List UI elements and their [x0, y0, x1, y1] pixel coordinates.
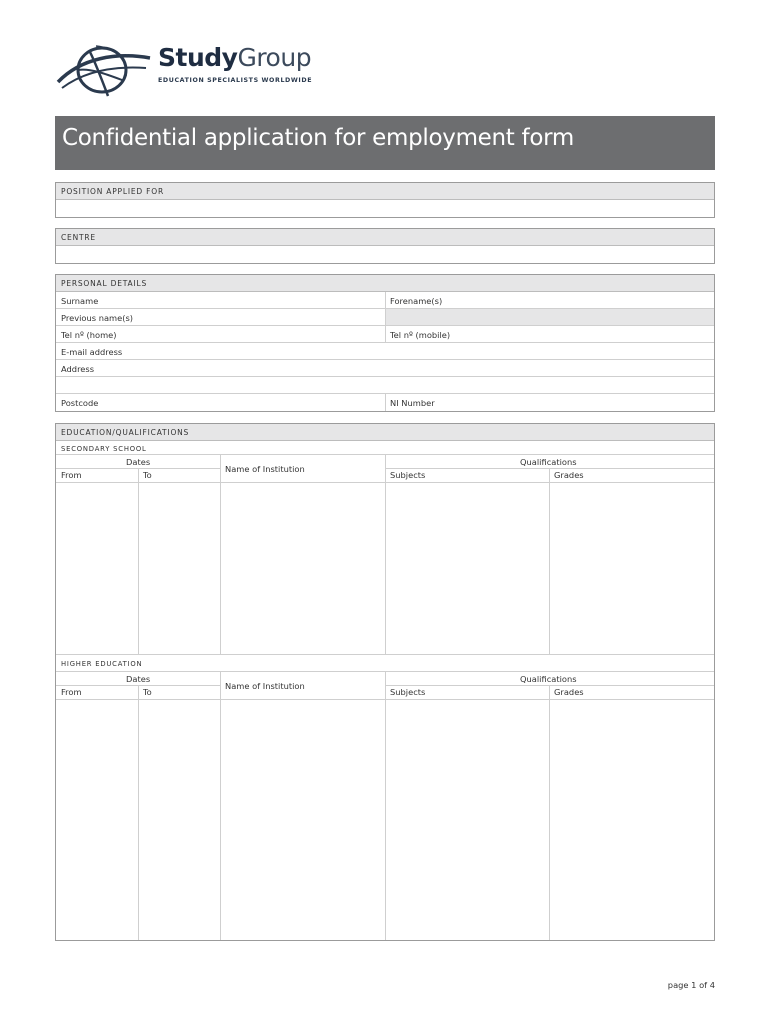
divider	[385, 309, 386, 325]
divider	[385, 326, 386, 342]
title-bar	[55, 116, 715, 170]
higher-heading: HIGHER EDUCATION	[61, 660, 143, 668]
higher-qualifications-label: Qualifications	[520, 674, 577, 684]
grey-cell	[386, 309, 714, 325]
secondary-institution-label: Name of Institution	[225, 464, 305, 474]
secondary-subjects-label: Subjects	[390, 470, 426, 480]
tel-home-label: Tel nº (home)	[61, 330, 117, 340]
form-title: Confidential application for employment form	[62, 125, 574, 151]
address-row-2[interactable]	[56, 377, 714, 394]
position-input[interactable]	[56, 200, 714, 217]
centre-heading: CENTRE	[56, 229, 714, 246]
higher-to-label: To	[143, 687, 152, 697]
higher-entry-area[interactable]	[56, 700, 714, 940]
brand-name: StudyGroup	[158, 43, 312, 72]
tel-row	[56, 326, 714, 343]
higher-from-label: From	[61, 687, 82, 697]
ni-number-label: NI Number	[390, 398, 435, 408]
higher-subjects-label: Subjects	[390, 687, 426, 697]
secondary-to-label: To	[143, 470, 152, 480]
higher-grades-label: Grades	[554, 687, 584, 697]
forenames-label: Forename(s)	[390, 296, 443, 306]
tel-mobile-label: Tel nº (mobile)	[390, 330, 451, 340]
globe-logo-icon	[56, 40, 152, 100]
surname-row	[56, 292, 714, 309]
position-heading: POSITION APPLIED FOR	[56, 183, 714, 200]
address-label: Address	[61, 364, 95, 374]
secondary-from-label: From	[61, 470, 82, 480]
surname-label: Surname	[61, 296, 99, 306]
secondary-grades-label: Grades	[554, 470, 584, 480]
secondary-heading: SECONDARY SCHOOL	[61, 445, 147, 453]
secondary-qualifications-label: Qualifications	[520, 457, 577, 467]
studygroup-logo	[56, 40, 316, 100]
postcode-label: Postcode	[61, 398, 99, 408]
divider	[56, 654, 714, 655]
previous-names-row	[56, 309, 714, 326]
secondary-entry-area[interactable]	[56, 483, 714, 654]
address-row	[56, 360, 714, 377]
personal-heading: PERSONAL DETAILS	[56, 275, 714, 292]
position-section	[55, 182, 715, 218]
centre-section	[55, 228, 715, 264]
higher-institution-label: Name of Institution	[225, 681, 305, 691]
education-heading: EDUCATION/QUALIFICATIONS	[56, 424, 714, 441]
secondary-dates-label: Dates	[126, 457, 151, 467]
higher-dates-label: Dates	[126, 674, 151, 684]
personal-section	[55, 274, 715, 412]
postcode-row	[56, 394, 714, 411]
centre-input[interactable]	[56, 246, 714, 263]
divider	[385, 394, 386, 411]
brand-tagline: EDUCATION SPECIALISTS WORLDWIDE	[158, 77, 313, 84]
education-section	[55, 423, 715, 941]
email-label: E-mail address	[61, 347, 123, 357]
divider	[385, 292, 386, 308]
page-number: page 1 of 4	[667, 980, 715, 990]
email-row	[56, 343, 714, 360]
previous-names-label: Previous name(s)	[61, 313, 134, 323]
